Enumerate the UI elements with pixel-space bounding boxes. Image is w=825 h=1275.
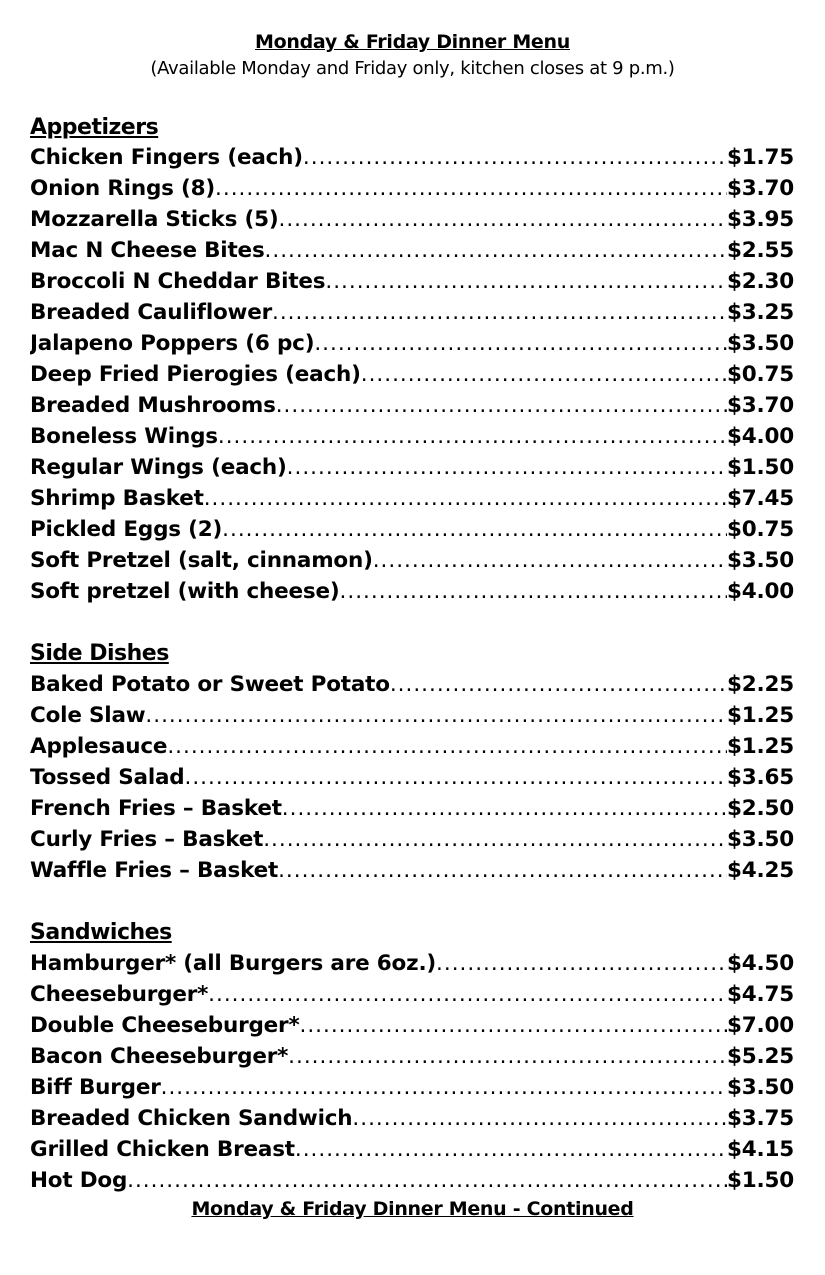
dot-leader bbox=[314, 329, 727, 359]
item-price: $7.00 bbox=[726, 1013, 794, 1038]
menu-item bbox=[30, 546, 794, 576]
item-price: $3.25 bbox=[726, 300, 794, 325]
dot-leader bbox=[161, 1073, 727, 1103]
item-price: $3.70 bbox=[726, 176, 794, 201]
item-name: Breaded Cauliflower bbox=[30, 300, 273, 325]
dot-leader bbox=[127, 1166, 727, 1196]
menu-item bbox=[30, 794, 794, 824]
menu-item bbox=[30, 267, 794, 297]
menu-item bbox=[30, 205, 794, 235]
item-price: $2.50 bbox=[726, 796, 794, 821]
dot-leader bbox=[340, 577, 727, 607]
section-heading-sandwiches: Sandwiches bbox=[30, 920, 172, 945]
item-name: Deep Fried Pierogies (each) bbox=[30, 362, 361, 387]
dot-leader bbox=[288, 1042, 727, 1072]
dot-leader bbox=[185, 763, 727, 793]
item-name: Pickled Eggs (2) bbox=[30, 517, 223, 542]
dot-leader bbox=[279, 205, 727, 235]
dot-leader bbox=[208, 980, 727, 1010]
item-name: Waffle Fries – Basket bbox=[30, 858, 279, 883]
dot-leader bbox=[352, 1104, 727, 1134]
item-name: Boneless Wings bbox=[30, 424, 218, 449]
menu-item bbox=[30, 1166, 794, 1196]
item-name: Tossed Salad bbox=[30, 765, 185, 790]
item-name: Broccoli N Cheddar Bites bbox=[30, 269, 326, 294]
availability-note: (Available Monday and Friday only, kitchen closes at 9 p.m.) bbox=[150, 58, 675, 79]
item-name: Double Cheeseburger* bbox=[30, 1013, 300, 1038]
dot-leader bbox=[278, 856, 727, 886]
item-price: $4.15 bbox=[726, 1137, 794, 1162]
item-name: Baked Potato or Sweet Potato bbox=[30, 672, 390, 697]
item-name: Grilled Chicken Breast bbox=[30, 1137, 295, 1162]
menu-item bbox=[30, 949, 794, 979]
item-price: $1.25 bbox=[726, 734, 794, 759]
item-price: $4.00 bbox=[726, 424, 794, 449]
item-price: $2.55 bbox=[726, 238, 794, 263]
item-price: $3.50 bbox=[726, 1075, 794, 1100]
item-name: Mozzarella Sticks (5) bbox=[30, 207, 279, 232]
dot-leader bbox=[145, 701, 727, 731]
menu-item bbox=[30, 515, 794, 545]
item-name: Curly Fries – Basket bbox=[30, 827, 264, 852]
menu-item bbox=[30, 1135, 794, 1165]
item-price: $5.25 bbox=[726, 1044, 794, 1069]
menu-item bbox=[30, 701, 794, 731]
dot-leader bbox=[263, 825, 727, 855]
item-name: Cheeseburger* bbox=[30, 982, 209, 1007]
menu-item bbox=[30, 143, 794, 173]
item-name: Breaded Chicken Sandwich bbox=[30, 1106, 353, 1131]
item-price: $3.70 bbox=[726, 393, 794, 418]
section-heading-appetizers: Appetizers bbox=[30, 115, 159, 140]
menu-item bbox=[30, 670, 794, 700]
item-price: $1.25 bbox=[726, 703, 794, 728]
item-price: $3.50 bbox=[726, 827, 794, 852]
dot-leader bbox=[325, 267, 727, 297]
item-price: $4.00 bbox=[726, 579, 794, 604]
menu-item bbox=[30, 732, 794, 762]
item-price: $3.95 bbox=[726, 207, 794, 232]
section-heading-side-dishes: Side Dishes bbox=[30, 641, 169, 666]
menu-item bbox=[30, 763, 794, 793]
menu-item bbox=[30, 856, 794, 886]
menu-item bbox=[30, 1011, 794, 1041]
item-name: Biff Burger bbox=[30, 1075, 161, 1100]
item-name: Hot Dog bbox=[30, 1168, 128, 1193]
item-name: Regular Wings (each) bbox=[30, 455, 287, 480]
menu-item bbox=[30, 236, 794, 266]
item-price: $2.30 bbox=[726, 269, 794, 294]
dot-leader bbox=[222, 515, 727, 545]
item-price: $1.75 bbox=[726, 145, 794, 170]
menu-item bbox=[30, 329, 794, 359]
item-name: Cole Slaw bbox=[30, 703, 146, 728]
item-price: $4.50 bbox=[726, 951, 794, 976]
item-price: $2.25 bbox=[726, 672, 794, 697]
item-price: $4.25 bbox=[726, 858, 794, 883]
menu-item bbox=[30, 391, 794, 421]
item-price: $3.75 bbox=[726, 1106, 794, 1131]
dot-leader bbox=[204, 484, 727, 514]
dot-leader bbox=[390, 670, 727, 700]
item-price: $3.50 bbox=[726, 548, 794, 573]
item-name: Bacon Cheeseburger* bbox=[30, 1044, 289, 1069]
item-name: Onion Rings (8) bbox=[30, 176, 216, 201]
menu-item bbox=[30, 980, 794, 1010]
item-price: $1.50 bbox=[726, 455, 794, 480]
item-name: Shrimp Basket bbox=[30, 486, 204, 511]
menu-item bbox=[30, 1104, 794, 1134]
item-name: Mac N Cheese Bites bbox=[30, 238, 265, 263]
menu-item bbox=[30, 825, 794, 855]
item-price: $0.75 bbox=[726, 517, 794, 542]
menu-item bbox=[30, 484, 794, 514]
item-name: French Fries – Basket bbox=[30, 796, 282, 821]
item-name: Chicken Fingers (each) bbox=[30, 145, 303, 170]
menu-item bbox=[30, 453, 794, 483]
dot-leader bbox=[272, 298, 727, 328]
dot-leader bbox=[300, 1011, 727, 1041]
dot-leader bbox=[265, 236, 727, 266]
item-name: Applesauce bbox=[30, 734, 168, 759]
dot-leader bbox=[282, 794, 727, 824]
item-price: $1.50 bbox=[726, 1168, 794, 1193]
dot-leader bbox=[436, 949, 727, 979]
item-name: Jalapeno Poppers (6 pc) bbox=[30, 331, 315, 356]
item-price: $0.75 bbox=[726, 362, 794, 387]
dot-leader bbox=[373, 546, 727, 576]
menu-item bbox=[30, 422, 794, 452]
item-price: $3.65 bbox=[726, 765, 794, 790]
dot-leader bbox=[361, 360, 727, 390]
dot-leader bbox=[276, 391, 727, 421]
menu-item bbox=[30, 360, 794, 390]
page-title: Monday & Friday Dinner Menu bbox=[255, 31, 570, 53]
dot-leader bbox=[303, 143, 727, 173]
dot-leader bbox=[218, 422, 727, 452]
item-name: Soft pretzel (with cheese) bbox=[30, 579, 340, 604]
menu-item bbox=[30, 1042, 794, 1072]
menu-item bbox=[30, 174, 794, 204]
dot-leader bbox=[287, 453, 727, 483]
item-price: $4.75 bbox=[726, 982, 794, 1007]
menu-item bbox=[30, 577, 794, 607]
item-name: Breaded Mushrooms bbox=[30, 393, 276, 418]
menu-item bbox=[30, 298, 794, 328]
item-name: Soft Pretzel (salt, cinnamon) bbox=[30, 548, 373, 573]
dot-leader bbox=[215, 174, 727, 204]
item-name: Hamburger* (all Burgers are 6oz.) bbox=[30, 951, 437, 976]
item-price: $7.45 bbox=[726, 486, 794, 511]
menu-item bbox=[30, 1073, 794, 1103]
continued-heading: Monday & Friday Dinner Menu - Continued bbox=[191, 1198, 634, 1220]
dot-leader bbox=[295, 1135, 727, 1165]
item-price: $3.50 bbox=[726, 331, 794, 356]
dot-leader bbox=[167, 732, 727, 762]
